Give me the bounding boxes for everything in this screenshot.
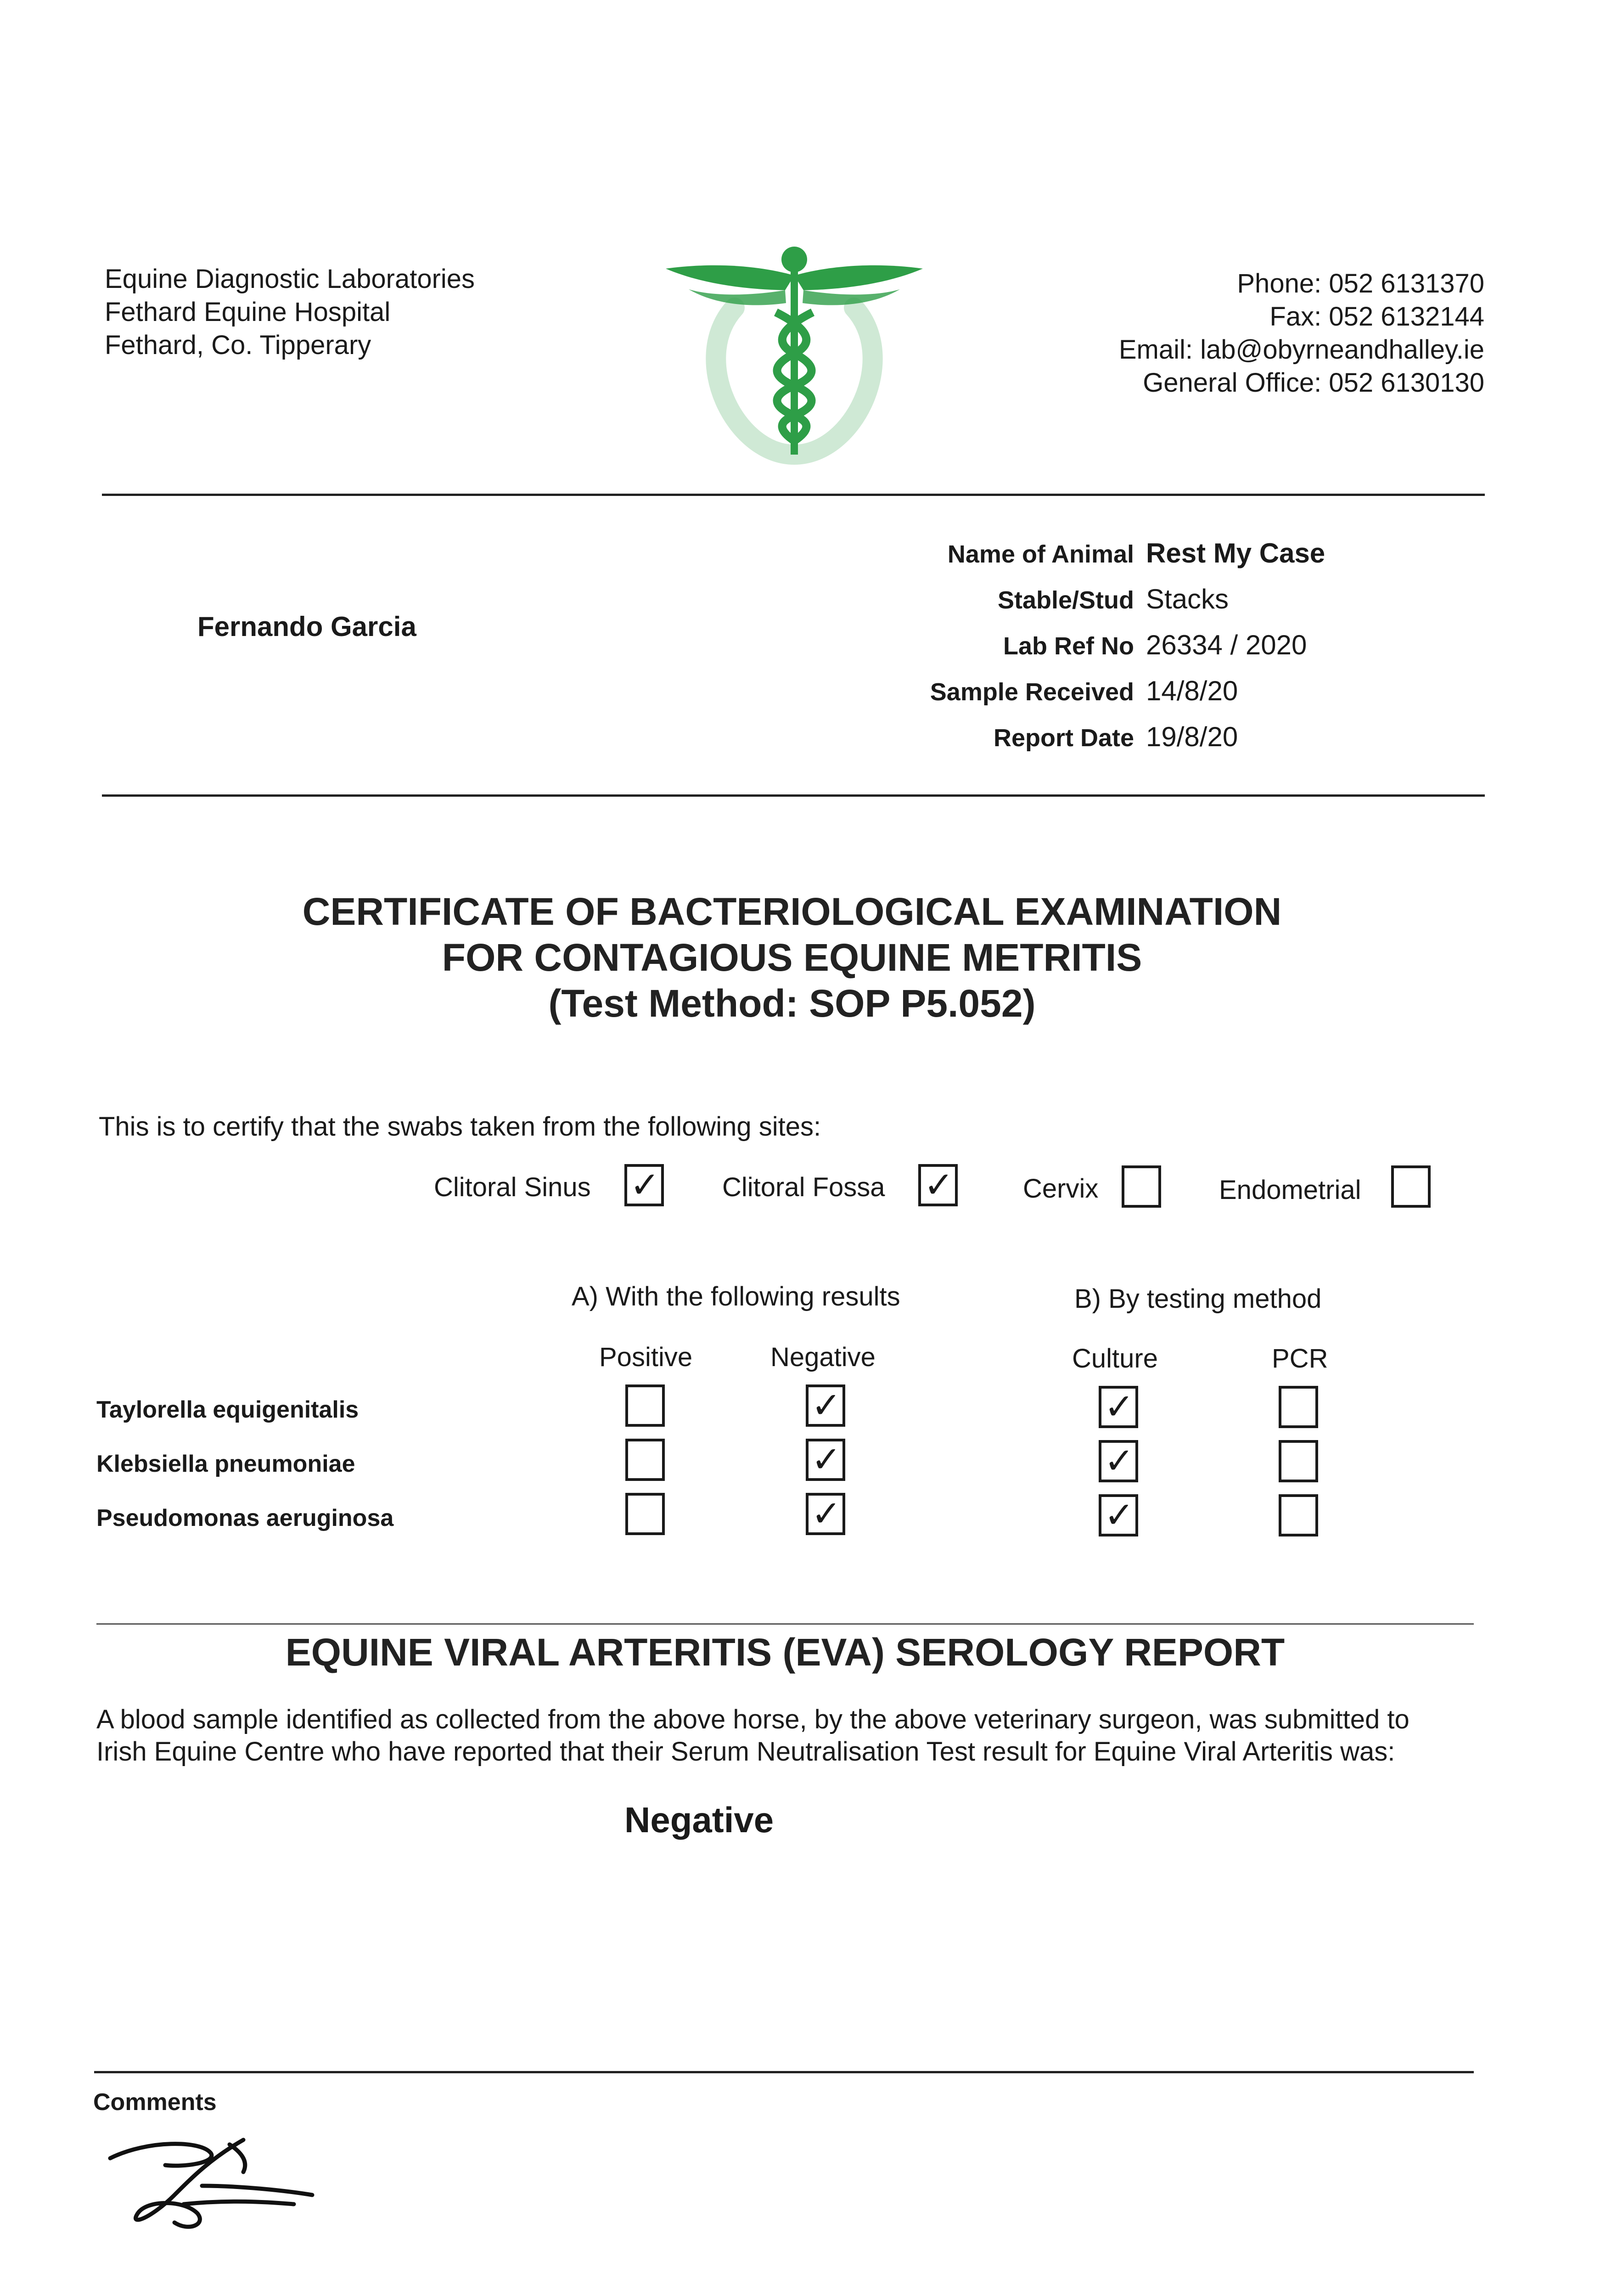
lab-address bbox=[105, 263, 475, 362]
info-row-name bbox=[900, 537, 1325, 583]
lab-address-line-1: Equine Diagnostic Laboratories bbox=[105, 264, 475, 294]
site-checkbox-clitoral-sinus[interactable] bbox=[624, 1164, 664, 1206]
info-row-labref bbox=[900, 629, 1325, 675]
site-label-clitoral-fossa: Clitoral Fossa bbox=[722, 1172, 885, 1202]
info-value: 26334 / 2020 bbox=[1146, 630, 1307, 660]
header-divider bbox=[102, 494, 1485, 496]
check-icon: ✓ bbox=[630, 1165, 660, 1206]
method-checkbox-culture[interactable] bbox=[1099, 1494, 1138, 1536]
animal-info bbox=[900, 537, 1325, 767]
result-checkbox-positive[interactable] bbox=[625, 1493, 665, 1535]
site-checkbox-endometrial[interactable] bbox=[1391, 1165, 1431, 1208]
result-checkbox-positive[interactable] bbox=[625, 1384, 665, 1427]
info-row-report-date bbox=[900, 721, 1325, 767]
comments-label: Comments bbox=[93, 2089, 217, 2116]
info-label: Stable/Stud bbox=[997, 586, 1134, 614]
check-icon: ✓ bbox=[1104, 1386, 1134, 1428]
certificate-title-line-3: (Test Method: SOP P5.052) bbox=[548, 982, 1036, 1025]
info-value: Stacks bbox=[1146, 584, 1229, 614]
method-checkbox-culture[interactable] bbox=[1099, 1386, 1138, 1428]
vet-name: Fernando Garcia bbox=[197, 611, 416, 642]
method-checkbox-culture[interactable] bbox=[1099, 1440, 1138, 1482]
organism-name: Pseudomonas aeruginosa bbox=[96, 1505, 394, 1531]
site-label-endometrial: Endometrial bbox=[1219, 1175, 1361, 1205]
method-checkbox-pcr[interactable] bbox=[1279, 1386, 1318, 1428]
info-row-received bbox=[900, 675, 1325, 721]
certificate-title-line-1: CERTIFICATE OF BACTERIOLOGICAL EXAMINATION bbox=[302, 890, 1282, 933]
info-value: Rest My Case bbox=[1146, 538, 1325, 568]
section-a-header: A) With the following results bbox=[572, 1282, 900, 1311]
info-row-stable bbox=[900, 583, 1325, 629]
certificate-title bbox=[0, 889, 1584, 1026]
email: Email: lab@obyrneandhalley.ie bbox=[1118, 335, 1484, 365]
info-label: Sample Received bbox=[930, 678, 1134, 706]
check-icon: ✓ bbox=[811, 1439, 842, 1480]
signature-icon bbox=[92, 2122, 331, 2241]
site-checkbox-cervix[interactable] bbox=[1122, 1165, 1161, 1208]
result-checkbox-negative[interactable] bbox=[806, 1493, 845, 1535]
col-pcr: PCR bbox=[1272, 1344, 1328, 1373]
phone: Phone: 052 6131370 bbox=[1237, 269, 1484, 298]
certify-text: This is to certify that the swabs taken from the following sites: bbox=[99, 1112, 821, 1142]
info-value: 14/8/20 bbox=[1146, 675, 1238, 706]
eva-title: EQUINE VIRAL ARTERITIS (EVA) SEROLOGY REPORT bbox=[285, 1631, 1285, 1674]
col-positive: Positive bbox=[599, 1342, 693, 1372]
result-checkbox-negative[interactable] bbox=[806, 1439, 845, 1481]
lab-address-line-2: Fethard Equine Hospital bbox=[105, 297, 391, 327]
result-checkbox-positive[interactable] bbox=[625, 1439, 665, 1481]
check-icon: ✓ bbox=[1104, 1495, 1134, 1536]
site-label-cervix: Cervix bbox=[1023, 1174, 1099, 1204]
method-checkbox-pcr[interactable] bbox=[1279, 1494, 1318, 1536]
lab-contact bbox=[1119, 267, 1484, 400]
certificate-title-line-2: FOR CONTAGIOUS EQUINE METRITIS bbox=[442, 936, 1142, 979]
result-checkbox-negative[interactable] bbox=[806, 1384, 845, 1427]
info-label: Lab Ref No bbox=[1003, 632, 1134, 660]
check-icon: ✓ bbox=[811, 1385, 842, 1426]
organism-name: Klebsiella pneumoniae bbox=[96, 1451, 355, 1477]
eva-result: Negative bbox=[624, 1800, 774, 1840]
info-divider bbox=[102, 794, 1485, 797]
organism-name: Taylorella equigenitalis bbox=[96, 1396, 359, 1423]
eva-divider bbox=[96, 1623, 1474, 1625]
section-b-header: B) By testing method bbox=[1074, 1284, 1322, 1314]
method-checkbox-pcr[interactable] bbox=[1279, 1440, 1318, 1482]
check-icon: ✓ bbox=[1104, 1441, 1134, 1482]
eva-text-line-2: Irish Equine Centre who have reported that their Serum Neutralisation Test result for Equine Viral Arteritis was: bbox=[96, 1737, 1395, 1767]
check-icon: ✓ bbox=[811, 1493, 842, 1535]
eva-text bbox=[96, 1704, 1497, 1768]
info-label: Name of Animal bbox=[947, 540, 1134, 568]
col-negative: Negative bbox=[770, 1342, 876, 1372]
eva-text-line-1: A blood sample identified as collected from the above horse, by the above veterinary surgeon, was submitted to bbox=[96, 1705, 1410, 1734]
info-value: 19/8/20 bbox=[1146, 721, 1238, 752]
lab-address-line-3: Fethard, Co. Tipperary bbox=[105, 330, 371, 360]
site-checkbox-clitoral-fossa[interactable] bbox=[918, 1164, 958, 1206]
fax: Fax: 052 6132144 bbox=[1269, 302, 1484, 332]
site-label-clitoral-sinus: Clitoral Sinus bbox=[434, 1172, 591, 1202]
general-office: General Office: 052 6130130 bbox=[1143, 368, 1484, 398]
check-icon: ✓ bbox=[924, 1165, 954, 1206]
caduceus-horseshoe-icon bbox=[661, 239, 927, 468]
comments-divider bbox=[94, 2071, 1474, 2073]
info-label: Report Date bbox=[993, 724, 1134, 752]
col-culture: Culture bbox=[1072, 1344, 1158, 1373]
